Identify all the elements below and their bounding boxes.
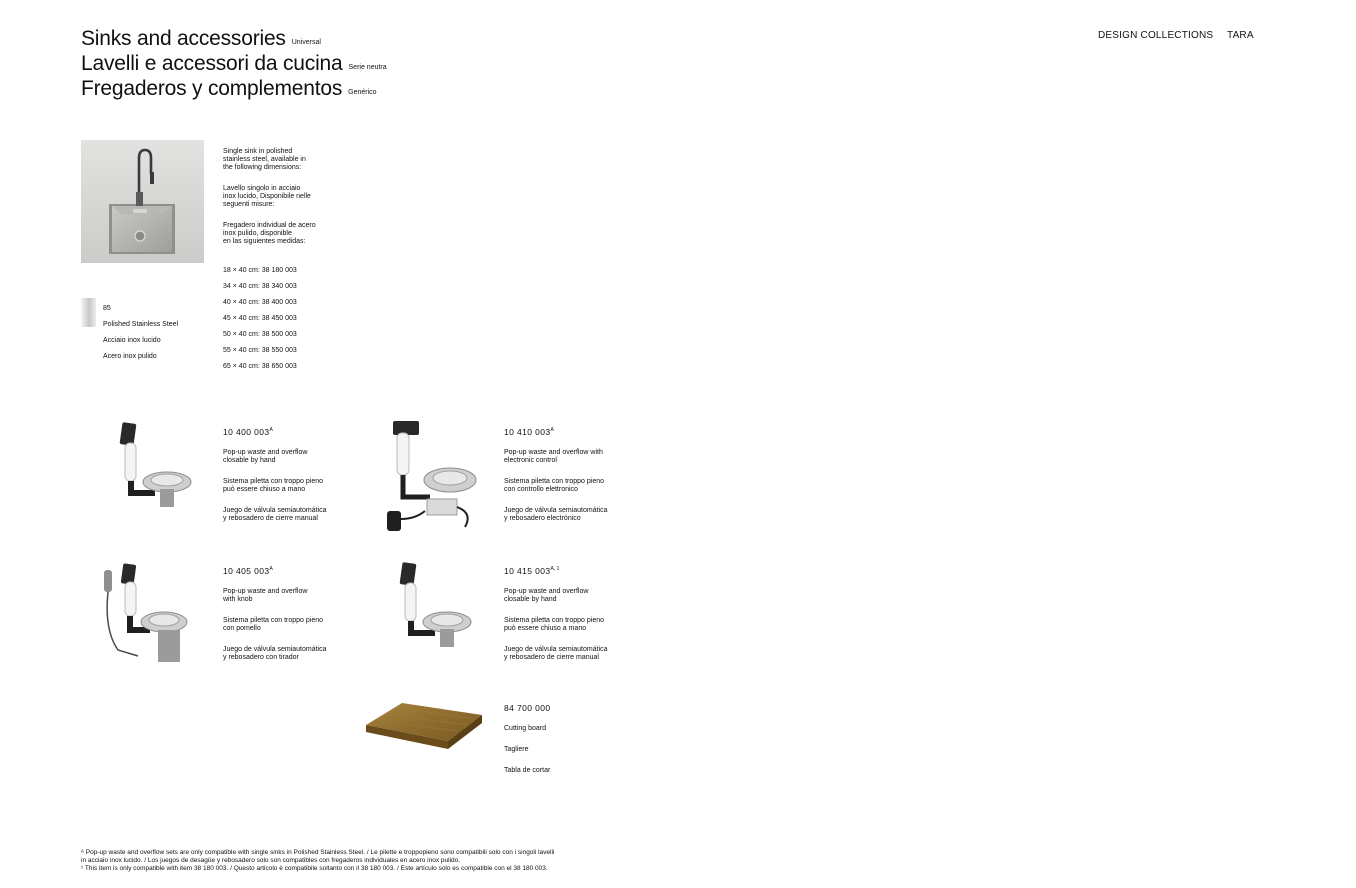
accessory-it: Sistema piletta con troppo pieno può essere chiuso a mano xyxy=(223,477,324,493)
accessory-it: Sistema piletta con troppo pieno può essere chiuso a mano xyxy=(504,616,605,632)
dimension-row: 50 × 40 cm: 38 500 003 xyxy=(223,331,297,338)
nav-design-collections[interactable]: DESIGN COLLECTIONS xyxy=(1098,30,1214,41)
board-en: Cutting board xyxy=(504,725,547,732)
dimension-row: 45 × 40 cm: 38 450 003 xyxy=(223,315,297,322)
title-es-sub: Genérico xyxy=(348,89,377,96)
finish-en: Polished Stainless Steel xyxy=(103,321,179,328)
finish-it: Acciaio inox lucido xyxy=(103,337,161,344)
accessory-10400003 xyxy=(223,418,348,536)
footnote-a: ᴬ Pop-up waste and overflow sets are only compatible with single sinks in Polished Stainless Steel. / Le pilette e troppopieno sono compatibili solo con i singoli lavelli in acciaio inox lucido. / Los juegos de desagüe y rebosadero solo son compatibles con fregaderos individuales en acero inox pulido. xyxy=(81,849,555,864)
title-es xyxy=(81,77,377,101)
accessory-code: 10 415 $003^{A, 1}$ xyxy=(504,565,560,576)
title-en xyxy=(81,27,321,51)
accessory-en: Pop-up waste and overflow closable by hand xyxy=(504,587,589,603)
accessory-en: Pop-up waste and overflow with knob xyxy=(223,587,308,603)
accessory-code: 10 405 $003^A$ xyxy=(223,565,273,576)
accessory-code: 10 410 $003^A$ xyxy=(504,426,554,437)
sink-desc-en: Single sink in polished stainless steel, available in the following dimensions: xyxy=(223,148,306,171)
nav-tara[interactable]: TARA xyxy=(1227,30,1254,41)
sink-desc-it: Lavello singolo in acciaio inox lucido, Disponibile nelle seguenti misure: xyxy=(223,185,311,208)
dimension-row: 65 × 40 cm: 38 650 003 xyxy=(223,363,297,370)
title-it-text: Lavelli e accessori da cucina xyxy=(81,52,343,75)
accessory-it: Sistema piletta con troppo pieno con pomello xyxy=(223,616,324,632)
accessory-es: Juego de válvula semiautomática y rebosadero electrónico xyxy=(504,506,608,522)
accessory-10415003 xyxy=(504,557,629,675)
sink-illustration xyxy=(81,140,204,263)
accessory-image-10410003 xyxy=(375,415,490,540)
footnote-1: ¹ This item is only compatible with item 38 180 003. / Questo articolo è compatibile soltanto con il 38 180 003. / Este artículo solo es compatible con el 38 180 003. xyxy=(81,865,548,872)
dimension-row: 40 × 40 cm: 38 400 003 xyxy=(223,299,297,306)
accessory-code: 10 400 $003^A$ xyxy=(223,426,273,437)
accessory-es: Juego de válvula semiautomática y rebosadero con tirador xyxy=(223,645,327,661)
dimension-row: 18 × 40 cm: 38 180 003 xyxy=(223,267,297,274)
footnote-marker: A, 1 xyxy=(550,566,560,572)
accessory-image-10405003 xyxy=(98,560,203,665)
accessory-image-10415003 xyxy=(385,555,485,655)
footnote-marker: A xyxy=(550,427,554,433)
finish-code: 85 xyxy=(103,305,111,312)
board-code: 84 700 000 xyxy=(504,703,551,713)
cutting-board-info xyxy=(504,696,629,788)
accessory-es: Juego de válvula semiautomática y rebosadero de cierre manual xyxy=(223,506,327,522)
board-es: Tabla de cortar xyxy=(504,767,551,774)
finish-es: Acero inox pulido xyxy=(103,353,157,360)
title-es-text: Fregaderos y complementos xyxy=(81,77,343,100)
accessory-image-10400003 xyxy=(105,415,205,515)
footnote-marker: A xyxy=(269,427,273,433)
sink-photo xyxy=(81,140,204,263)
title-en-sub: Universal xyxy=(291,39,321,46)
dimension-row: 55 × 40 cm: 38 550 003 xyxy=(223,347,297,354)
accessory-10405003 xyxy=(223,557,348,675)
title-en-text: Sinks and accessories xyxy=(81,27,286,50)
accessory-it: Sistema piletta con troppo pieno con controllo elettronico xyxy=(504,477,605,493)
accessory-en: Pop-up waste and overflow with electronic control xyxy=(504,448,603,464)
finish-swatch xyxy=(81,298,96,327)
title-it-sub: Serie neutra xyxy=(348,64,387,71)
accessory-es: Juego de válvula semiautomática y rebosadero de cierre manual xyxy=(504,645,608,661)
accessory-en: Pop-up waste and overflow closable by hand xyxy=(223,448,308,464)
finish-info xyxy=(103,297,233,369)
sink-desc-es: Fregadero individual de acero inox pulido, disponible en las siguientes medidas: xyxy=(223,222,316,245)
title-it xyxy=(81,52,387,76)
sink-description xyxy=(223,140,353,387)
sink-dimensions xyxy=(223,259,353,379)
accessory-10410003 xyxy=(504,418,629,536)
dimension-row: 34 × 40 cm: 38 340 003 xyxy=(223,283,297,290)
cutting-board-image xyxy=(362,697,487,757)
board-it: Tagliere xyxy=(504,746,529,753)
footnote-marker: A xyxy=(269,566,273,572)
